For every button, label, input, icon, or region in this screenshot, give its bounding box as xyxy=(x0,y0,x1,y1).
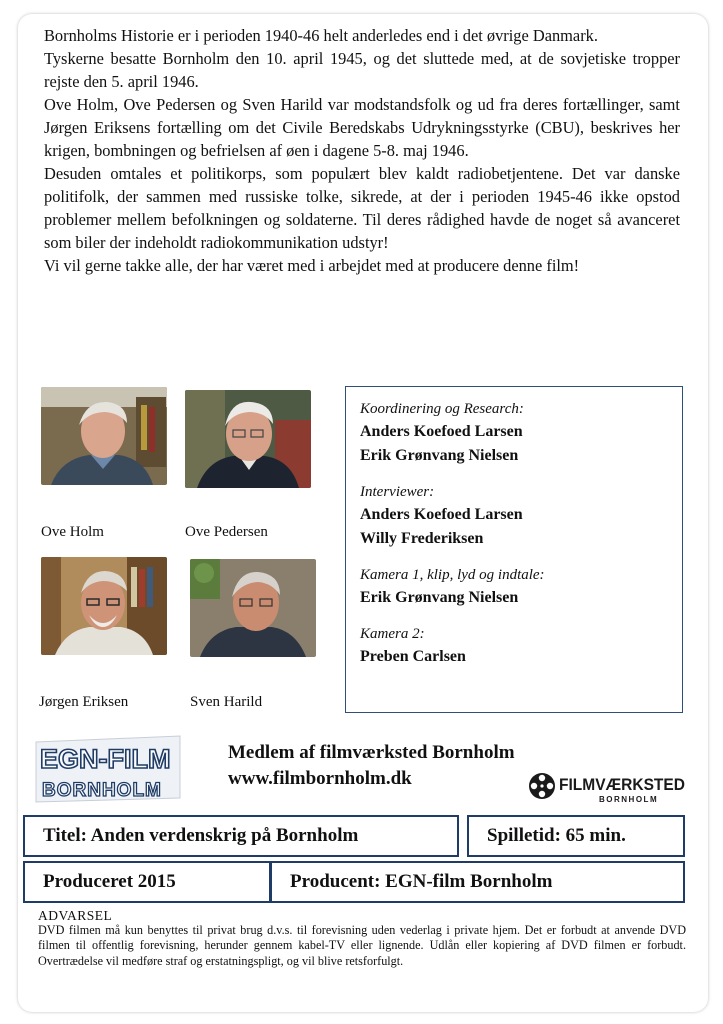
caption-ove-pedersen: Ove Pedersen xyxy=(185,524,268,540)
runtime-box xyxy=(467,815,685,857)
intro-paragraph: Desuden omtales et politikorps, som populært blev kaldt radiobetjentene. Det var danske politifolk, der sammen med russiske tolke, sikrede, at der i perioden 1945-46 ikke opstod problemer mellem befolkningen og soldaterne. Til deres rådighed havde de noget så avanceret som biler der indeholdt radiokommunikation udstyr! xyxy=(44,164,680,252)
caption-sven-harild: Sven Harild xyxy=(190,694,263,710)
intro-paragraph: Ove Holm, Ove Pedersen og Sven Harild var modstandsfolk og ud fra deres fortællinger, samt Jørgen Eriksens fortælling om det Civile Beredskabs Udrykningsstyrke (CBU), beskrives her krigen, bombningen og befrielsen af øen i dagene 5-8. maj 1946. xyxy=(44,95,680,160)
credit-name: Anders Koefoed Larsen xyxy=(360,423,523,440)
member-info xyxy=(228,740,515,792)
egn-film-logo xyxy=(30,734,182,804)
portrait-jorgen-eriksen xyxy=(41,557,167,655)
portrait-ove-holm xyxy=(41,387,167,485)
egn-logo-line2: BORNHOLM xyxy=(42,780,162,801)
producer-box xyxy=(270,861,685,903)
credit-role: Kamera 1, klip, lyd og indtale: xyxy=(360,567,545,583)
produced-year: Produceret 2015 xyxy=(43,871,176,892)
fv-logo-line2: BORNHOLM xyxy=(599,795,659,804)
credit-role: Kamera 2: xyxy=(360,626,425,642)
intro-text xyxy=(44,24,680,277)
portrait-sven-harild xyxy=(190,559,316,657)
credit-name: Preben Carlsen xyxy=(360,648,466,665)
caption-ove-holm: Ove Holm xyxy=(41,524,104,540)
credits-box xyxy=(345,386,683,713)
credit-role: Koordinering og Research: xyxy=(360,401,524,417)
credit-name: Erik Grønvang Nielsen xyxy=(360,589,519,606)
caption-jorgen-eriksen: Jørgen Eriksen xyxy=(39,694,129,710)
fv-logo-line1: FILMVÆRKSTED xyxy=(559,775,685,794)
website-link[interactable]: www.filmbornholm.dk xyxy=(228,768,412,789)
intro-paragraph: Vi vil gerne takke alle, der har været med i arbejdet med at producere denne film! xyxy=(44,256,580,275)
produced-box xyxy=(23,861,271,903)
intro-paragraph: Bornholms Historie er i perioden 1940-46 helt anderledes end i det øvrige Danmark. xyxy=(44,26,598,45)
runtime: Spilletid: 65 min. xyxy=(487,825,626,846)
credit-name: Willy Frederiksen xyxy=(360,530,484,547)
egn-logo-line1: EGN-FILM xyxy=(40,744,171,774)
title-box xyxy=(23,815,459,857)
intro-paragraph: Tyskerne besatte Bornholm den 10. april 1945, og det sluttede med, at de sovjetiske tropper rejste den 5. april 1946. xyxy=(44,49,680,91)
member-text: Medlem af filmværksted Bornholm xyxy=(228,742,515,763)
warning-section xyxy=(38,908,686,969)
filmvaerksted-logo xyxy=(527,766,687,806)
producer: Producent: EGN-film Bornholm xyxy=(290,871,553,892)
credit-name: Anders Koefoed Larsen xyxy=(360,506,523,523)
credit-role: Interviewer: xyxy=(360,484,435,500)
warning-text: DVD filmen må kun benyttes til privat brug d.v.s. til forevisning uden vederlag i private hjem. Det er forbudt at anvende DVD filmen til offentlig forevisning, herunder gennem kabel-TV eller lignende. Udlån eller kopiering af DVD filmen er forbudt. Overtrædelse vil medføre straf og erstatningspligt, og vil blive retsforfulgt. xyxy=(38,923,686,968)
credit-name: Erik Grønvang Nielsen xyxy=(360,447,519,464)
warning-title: ADVARSEL xyxy=(38,908,113,923)
portrait-ove-pedersen xyxy=(185,390,311,488)
film-title: Titel: Anden verdenskrig på Bornholm xyxy=(43,825,359,846)
